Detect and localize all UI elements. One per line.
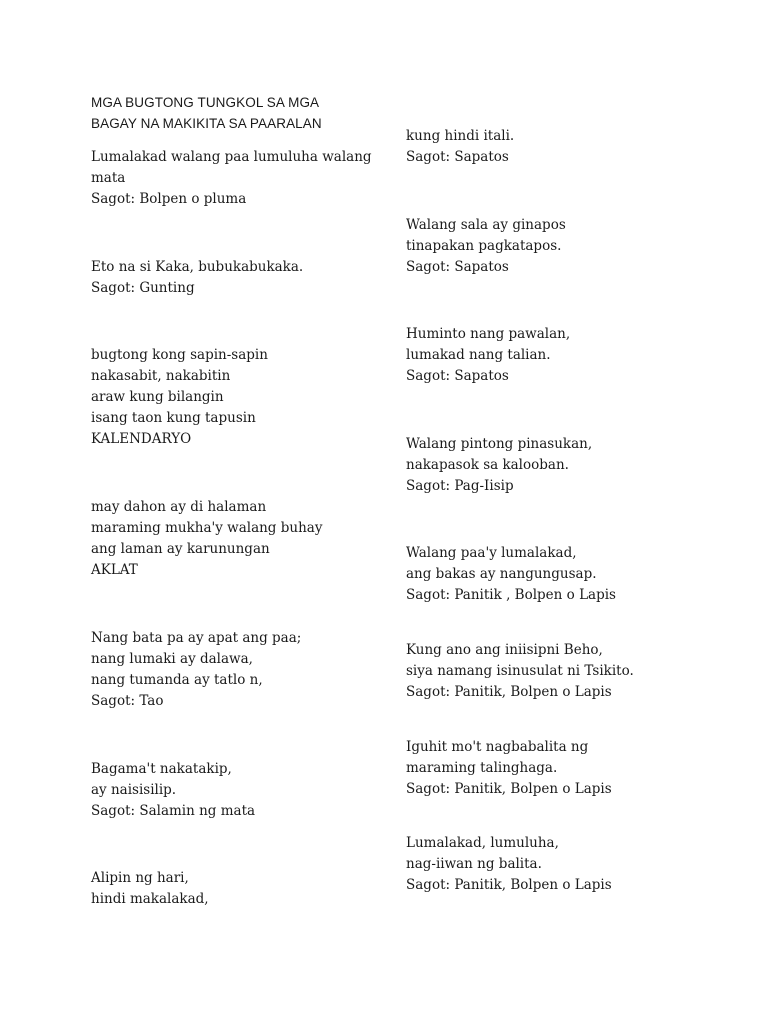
riddle-line: nag-iiwan ng balita. [406, 856, 542, 872]
riddle-answer: KALENDARYO [91, 431, 192, 447]
riddle-line: Eto na si Kaka, bubukabukaka. [91, 259, 304, 275]
riddle-line: Iguhit mo't nagbabalita ng [406, 739, 589, 755]
riddle-answer: Sagot: Sapatos [406, 368, 509, 384]
riddle-line: Kung ano ang iniisipni Beho, [406, 642, 603, 658]
riddle-answer: Sagot: Panitik , Bolpen o Lapis [406, 587, 616, 603]
riddle-line: mata [91, 170, 126, 186]
document-title-line-2: BAGAY NA MAKIKITA SA PAARALAN [91, 116, 322, 131]
riddle-line: nang lumaki ay dalawa, [91, 651, 253, 667]
riddle-line: isang taon kung tapusin [91, 410, 256, 426]
riddle-answer: Sagot: Salamin ng mata [91, 803, 256, 819]
riddle-line: Walang pintong pinasukan, [406, 436, 593, 452]
riddle-line: tinapakan pagkatapos. [406, 238, 562, 254]
riddle-line: bugtong kong sapin-sapin [91, 347, 268, 363]
riddle-line: nang tumanda ay tatlo n, [91, 672, 263, 688]
riddle-answer: Sagot: Gunting [91, 280, 195, 296]
riddle-answer: Sagot: Tao [91, 693, 164, 709]
riddle-answer: Sagot: Panitik, Bolpen o Lapis [406, 781, 612, 797]
riddle-answer: Sagot: Panitik, Bolpen o Lapis [406, 684, 612, 700]
riddle-answer: Sagot: Sapatos [406, 259, 509, 275]
riddle-line: nakasabit, nakabitin [91, 368, 231, 384]
riddle-line: lumakad nang talian. [406, 347, 551, 363]
riddle-answer: Sagot: Pag-Iisip [406, 478, 514, 494]
riddle-line: hindi makalakad, [91, 891, 209, 907]
riddle-line: ay naisisilip. [91, 782, 177, 798]
riddle-line: Alipin ng hari, [91, 870, 189, 886]
riddle-line: Lumalakad walang paa lumuluha walang [91, 149, 372, 165]
riddle-line: Bagama't nakatakip, [91, 761, 232, 777]
riddle-line: Nang bata pa ay apat ang paa; [91, 630, 302, 646]
document-title-line-1: MGA BUGTONG TUNGKOL SA MGA [91, 95, 320, 110]
riddle-line: Lumalakad, lumuluha, [406, 835, 559, 851]
riddle-answer: AKLAT [91, 562, 138, 578]
riddle-line: kung hindi itali. [406, 128, 515, 144]
riddle-answer: Sagot: Bolpen o pluma [91, 191, 247, 207]
riddle-line: nakapasok sa kalooban. [406, 457, 569, 473]
riddle-line: ang laman ay karunungan [91, 541, 270, 557]
riddle-line: may dahon ay di halaman [91, 499, 267, 515]
riddle-line: Walang paa'y lumalakad, [406, 545, 577, 561]
riddle-line: ang bakas ay nangungusap. [406, 566, 597, 582]
riddle-line: siya namang isinusulat ni Tsikito. [406, 663, 634, 679]
riddle-line: Huminto nang pawalan, [406, 326, 571, 342]
riddle-line: araw kung bilangin [91, 389, 224, 405]
riddle-line: maraming mukha'y walang buhay [91, 520, 323, 536]
riddle-line: Walang sala ay ginapos [406, 217, 566, 233]
riddle-line: maraming talinghaga. [406, 760, 558, 776]
riddle-answer: Sagot: Sapatos [406, 149, 509, 165]
riddle-answer: Sagot: Panitik, Bolpen o Lapis [406, 877, 612, 893]
